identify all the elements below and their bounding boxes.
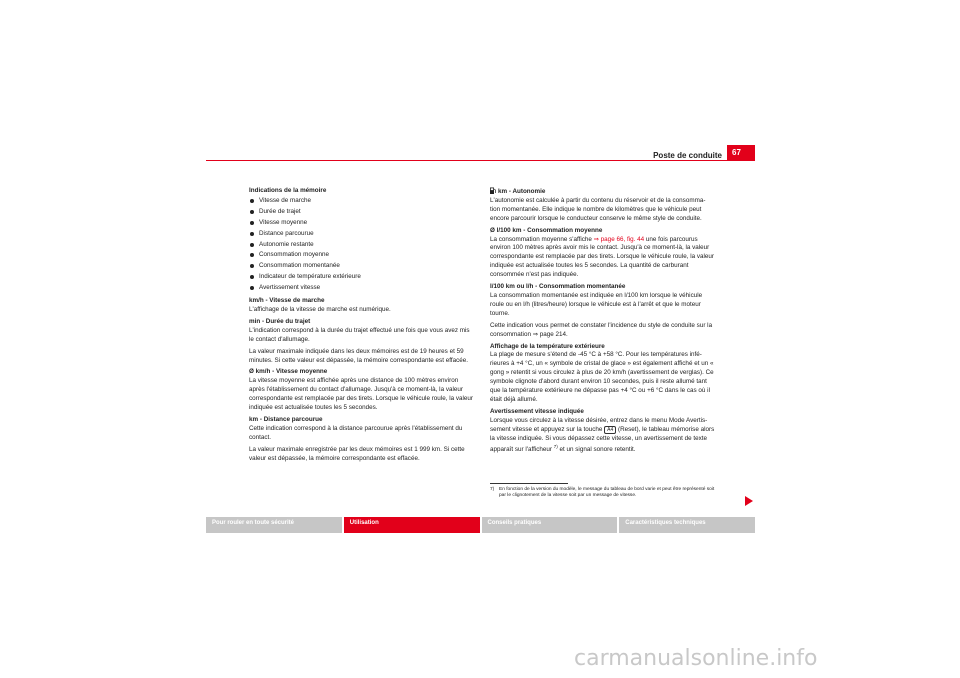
list-item: Vitesse moyenne: [249, 218, 474, 229]
range-text: L'autonomie est calculée à partir du contenu du réservoir et de la consomma-tion momentanée. Elle indique le nombre de kilomètres que le véhicule peut encore parcourir lorsque le conducteur conserve le même style de conduite.: [490, 196, 706, 222]
distance-text-2: La valeur maximale enregistrée par les deux mémoires est 1 999 km. Si cette valeur est dépassée, la mémoire correspondante est effacée.: [249, 445, 465, 462]
list-item: Durée de trajet: [249, 207, 474, 218]
speed-heading: km/h - Vitesse de marche: [249, 297, 325, 305]
memory-heading: Indications de la mémoire: [249, 187, 327, 194]
momentary-consumption-text-2: Cette indication vous permet de constater l'incidence du style de conduite sur la consommation ⇒ page 214.: [490, 321, 713, 338]
distance-heading: km - Distance parcourue: [249, 415, 323, 423]
memory-list: [249, 196, 474, 294]
tab-operation[interactable]: Utilisation: [344, 517, 480, 533]
avg-consumption-text: [490, 236, 715, 281]
speed-warning-heading: Avertissement vitesse indiquée: [490, 407, 584, 415]
page-reference-link[interactable]: ⇒ page 66, fig. 44: [593, 235, 645, 243]
tab-technical-data[interactable]: Caractéristiques techniques: [619, 517, 755, 533]
avg-consumption-heading: Ø l/100 km - Consommation moyenne: [490, 226, 603, 234]
tab-practical-advice[interactable]: Conseils pratiques: [482, 517, 618, 533]
duration-heading: min - Durée du trajet: [249, 317, 311, 325]
speed-warning-text: [490, 417, 715, 456]
speed-warning-text-c: et un signal sonore retentit.: [557, 446, 636, 454]
list-item: Indicateur de température extérieure: [249, 272, 474, 283]
footnote-rule: [490, 483, 568, 484]
distance-text: Cette indication correspond à la distance parcourue après l'établissement du contact.: [249, 424, 463, 441]
page-number: 67: [727, 145, 755, 160]
duration-text: L'indication correspond à la durée du trajet effectué une fois que vous avez mis le contact d'allumage.: [249, 326, 470, 343]
list-item: Avertissement vitesse: [249, 283, 474, 294]
footnote-ref: 7): [553, 444, 558, 450]
avg-consumption-text-a: La consommation moyenne s'affiche: [490, 235, 594, 243]
watermark: carmanualsonline.info: [574, 646, 818, 671]
left-column: [249, 187, 474, 466]
header-rule: [206, 160, 755, 161]
reset-key-symbol: A4: [604, 426, 616, 434]
speed-text: L'affichage de la vitesse de marche est numérique.: [249, 305, 391, 313]
fuel-pump-icon: [490, 187, 496, 194]
momentary-consumption-text: La consommation momentanée est indiquée en l/100 km lorsque le véhicule roule ou en l/h (litres/heure) lorsque le véhicule est à l'arrêt et que le moteur tourne.: [490, 291, 703, 317]
list-item: Consommation momentanée: [249, 261, 474, 272]
speed-warning-text-a: Lorsque vous circulez à la vitesse désirée, entrez dans le menu Mode Avertis-sement vitesse et appuyez sur la touche: [490, 416, 708, 433]
tab-safety[interactable]: Pour rouler en toute sécurité: [206, 517, 342, 533]
list-item: Distance parcourue: [249, 229, 474, 240]
next-page-arrow-icon[interactable]: [745, 496, 753, 506]
range-heading-label: km - Autonomie: [498, 188, 546, 195]
temperature-heading: Affichage de la température extérieure: [490, 342, 605, 350]
temperature-text: La plage de mesure s'étend de -45 °C à +58 °C. Pour les températures infé-rieures à +4 °C, un « symbole de cristal de glace » est également affiché et un « gong » retentit si vous circulez à plus de 20 km/h (avertissement de verglas). Ce symbole clignote d'abord durant environ 10 secondes, puis il reste allumé tant que la température extérieure ne dépasse pas +4 °C ou +6 °C dans le cas où il était déjà allumé.: [490, 351, 714, 403]
range-heading: [490, 187, 715, 197]
list-item: Autonomie restante: [249, 240, 474, 251]
avg-consumption-text-b: une fois parcourus environ 100 mètres après avoir mis le contact. Jusqu'à ce moment-là, la valeur correspondante est remplacée par des tirets. Lorsque le véhicule roule, la valeur indiquée est actualisée toutes les 5 secondes. La quantité de carburant consommée n'est pas indiquée.: [490, 235, 715, 279]
avg-speed-text: La vitesse moyenne est affichée après une distance de 100 mètres environ après l'établissement du contact d'allumage. Jusqu'à ce moment-là, la valeur correspondante est remplacée par des tirets. Lorsque le véhicule roule, la valeur indiquée est actualisée toutes les 5 secondes.: [249, 377, 474, 412]
avg-speed-heading: Ø km/h - Vitesse moyenne: [249, 368, 328, 376]
page-header-title: Poste de conduite: [653, 151, 722, 160]
list-item: Consommation moyenne: [249, 250, 474, 261]
section-tabs: [206, 517, 755, 533]
footnote-text: En fonction de la version du modèle, le message du tableau de bord varie et peut être représenté soit par le clignotement de la vitesse soit par un message de vitesse.: [499, 487, 715, 498]
footnote-mark: 7): [490, 487, 495, 492]
list-item: Vitesse de marche: [249, 196, 474, 207]
speed-warning-text-b: (Reset), le tableau mémorise alors la vitesse indiquée. Si vous dépassez cette vitesse, un avertissement de texte apparaît sur l'afficheur: [490, 425, 715, 454]
footnote: [490, 487, 718, 499]
momentary-consumption-heading: l/100 km ou l/h - Consommation momentanée: [490, 283, 626, 291]
right-column: [490, 187, 715, 458]
duration-text-2: La valeur maximale indiquée dans les deux mémoires est de 19 heures et 59 minutes. Si cette valeur est dépassée, la mémoire correspondante est effacée.: [249, 347, 468, 364]
